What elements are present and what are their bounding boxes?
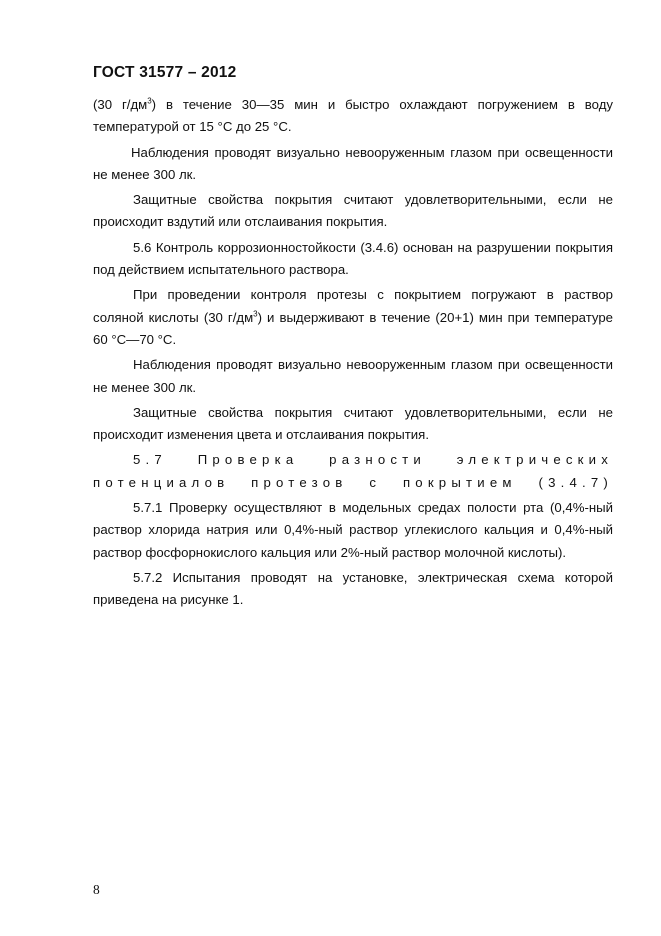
paragraph-section-5-6: 5.6 Контроль коррозионностойкости (3.4.6) основан на разрушении покрытия под действием испытательного раствора. bbox=[93, 239, 613, 278]
paragraph-protective-1: Защитные свойства покрытия считают удовлетворительными, если не происходит вздутий или отслаивания покрытия. bbox=[93, 192, 613, 230]
superscript: 3 bbox=[147, 96, 152, 106]
paragraph-observation-1: Наблюдения проводят визуально невооруженным глазом при освещенности не менее 300 лк. bbox=[93, 144, 613, 182]
paragraph-protective-2: Защитные свойства покрытия считают удовлетворительными, если не происходит изменения цвета и отслаивания покрытия. bbox=[93, 404, 613, 443]
section-heading-5-7 bbox=[93, 449, 613, 494]
text-run: ) в течение 30—35 мин и быстро охлаждают погружением в воду температурой от 15 °С до 25 °С. bbox=[93, 97, 613, 135]
text-run: ) и выдерживают в течение (20+1) мин при температуре 60 °С—70 °С. bbox=[93, 309, 613, 347]
superscript: 3 bbox=[253, 309, 258, 319]
page-number: 8 bbox=[93, 882, 100, 897]
text-run: (30 г/дм bbox=[93, 97, 148, 112]
text-run: При проведении контроля протезы с покрытием погружают в раствор соляной кислоты (30 г/дм bbox=[93, 287, 613, 325]
document-header: ГОСТ 31577 – 2012 bbox=[93, 64, 237, 81]
document-body bbox=[93, 94, 613, 615]
paragraph-observation-2: Наблюдения проводят визуально невооруженным глазом при освещенности не менее 300 лк. bbox=[93, 357, 613, 395]
paragraph-section-5-7-1: 5.7.1 Проверку осуществляют в модельных средах полости рта (0,4%-ный раствор хлорида натрия или 0,4%-ный раствор углекислого кальция и 0,4%-ный раствор фосфорнокислого кальция или 2%-ный раствор молочной кислоты). bbox=[93, 500, 613, 560]
paragraph-hcl-test bbox=[93, 284, 613, 351]
section-number: 5.7 bbox=[133, 452, 167, 468]
paragraph-section-5-7-2: 5.7.2 Испытания проводят на установке, электрическая схема которой приведена на рисунке 1. bbox=[93, 569, 613, 608]
paragraph-continuation bbox=[93, 94, 613, 139]
section-title: Проверка разности электрических потенциалов протезов с покрытием (3.4.7) bbox=[93, 452, 613, 490]
